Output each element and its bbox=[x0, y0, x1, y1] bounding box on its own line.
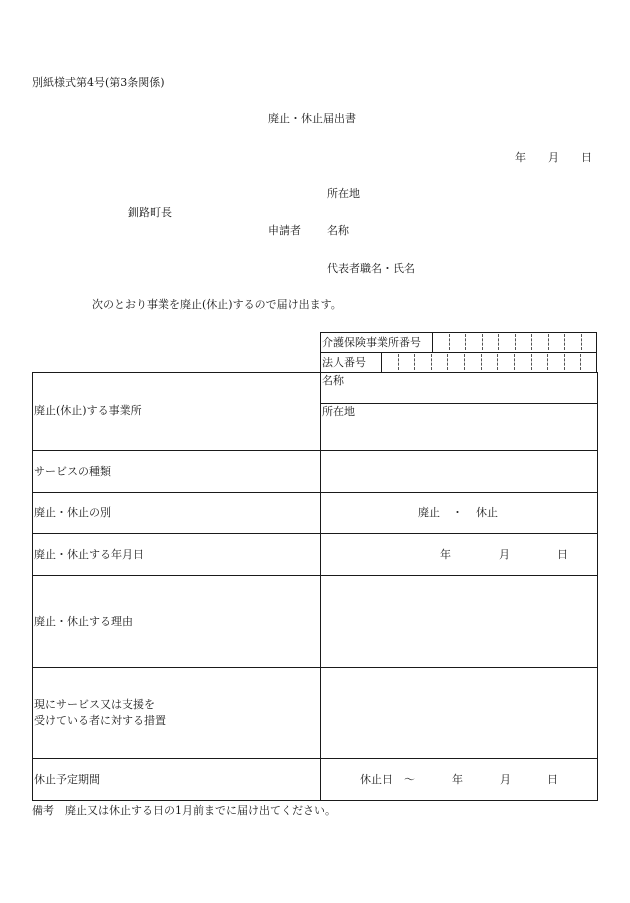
applicant-label: 申請者 bbox=[268, 224, 301, 237]
digit-cell-divider bbox=[447, 354, 448, 370]
digit-cell-divider bbox=[531, 354, 532, 370]
option-separator: ・ bbox=[452, 506, 463, 519]
digit-cell-divider bbox=[514, 354, 515, 370]
submission-date: 年 月 日 bbox=[515, 151, 592, 164]
office-name-label: 名称 bbox=[322, 374, 344, 387]
suspension-period-label: 休止予定期間 bbox=[34, 773, 100, 786]
digit-cell-divider bbox=[482, 334, 483, 350]
office-location-field[interactable] bbox=[360, 404, 595, 449]
suspension-period-day: 日 bbox=[547, 773, 558, 786]
reason-label: 廃止・休止する理由 bbox=[34, 615, 133, 628]
digit-cell-divider bbox=[398, 354, 399, 370]
digit-cell-divider bbox=[465, 334, 466, 350]
measures-label-line1: 現にサービス又は支援を bbox=[34, 698, 155, 711]
digit-cell-divider bbox=[564, 354, 565, 370]
digit-cell-divider bbox=[581, 334, 582, 350]
suspension-period-month: 月 bbox=[500, 773, 511, 786]
abolish-date-day: 日 bbox=[557, 548, 568, 561]
digit-cell-divider bbox=[464, 354, 465, 370]
digit-cell-divider bbox=[548, 334, 549, 350]
applicant-name-label: 名称 bbox=[327, 224, 349, 237]
digit-cell-divider bbox=[515, 334, 516, 350]
service-type-label: サービスの種類 bbox=[34, 465, 111, 478]
footnote: 備考 廃止又は休止する日の1月前までに届け出てください。 bbox=[32, 804, 336, 817]
digit-cell-divider bbox=[531, 334, 532, 350]
digit-cell-divider bbox=[498, 334, 499, 350]
abolish-date-label: 廃止・休止する年月日 bbox=[34, 548, 144, 561]
digit-cell-divider bbox=[431, 354, 432, 370]
addressee: 釧路町長 bbox=[128, 206, 172, 219]
abolish-suspend-label: 廃止・休止の別 bbox=[34, 506, 111, 519]
document-title: 廃止・休止届出書 bbox=[268, 112, 356, 125]
measures-label-line2: 受けている者に対する措置 bbox=[34, 714, 166, 727]
digit-cell-divider bbox=[580, 354, 581, 370]
suspend-option[interactable]: 休止 bbox=[476, 506, 498, 519]
suspension-period-prefix: 休止日 〜 bbox=[360, 773, 415, 786]
digit-cell-divider bbox=[497, 354, 498, 370]
care-insurance-number-label: 介護保険事業所番号 bbox=[322, 336, 421, 349]
digit-cell-divider bbox=[481, 354, 482, 370]
digit-cell-divider bbox=[564, 334, 565, 350]
code-strip-divider bbox=[320, 352, 597, 353]
measures-field[interactable] bbox=[321, 668, 596, 757]
suspension-period-year: 年 bbox=[452, 773, 463, 786]
office-location-label: 所在地 bbox=[322, 405, 355, 418]
office-row-label: 廃止(休止)する事業所 bbox=[34, 404, 142, 417]
abolish-date-year: 年 bbox=[440, 548, 451, 561]
office-name-field[interactable] bbox=[345, 373, 595, 402]
abolish-option[interactable]: 廃止 bbox=[418, 506, 440, 519]
applicant-location-label: 所在地 bbox=[327, 187, 360, 200]
corporate-number-label: 法人番号 bbox=[322, 356, 366, 369]
form-number: 別紙様式第4号(第3条関係) bbox=[32, 76, 165, 89]
reason-field[interactable] bbox=[321, 576, 596, 666]
abolish-date-month: 月 bbox=[499, 548, 510, 561]
representative-label: 代表者職名・氏名 bbox=[327, 262, 415, 275]
digit-cell-divider bbox=[547, 354, 548, 370]
service-type-field[interactable] bbox=[321, 451, 596, 491]
digit-cell-divider bbox=[414, 354, 415, 370]
lead-text: 次のとおり事業を廃止(休止)するので届け出ます。 bbox=[92, 298, 342, 311]
digit-cell-divider bbox=[449, 334, 450, 350]
